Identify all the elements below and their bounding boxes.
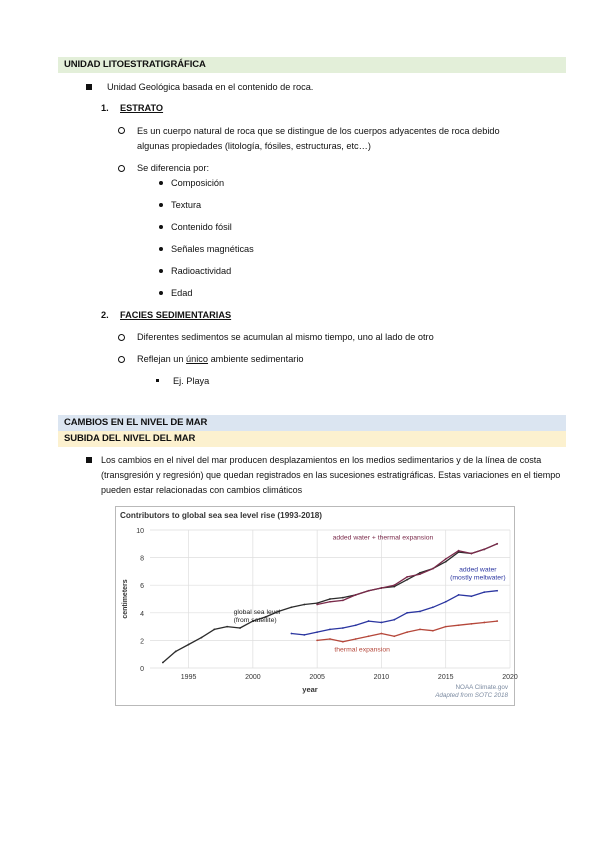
item-title-facies: FACIES SEDIMENTARIAS (120, 310, 232, 320)
data-point (316, 640, 318, 642)
data-point (329, 638, 331, 640)
data-point (291, 633, 293, 635)
section-heading-cambios: CAMBIOS EN EL NIVEL DE MAR (58, 415, 566, 431)
data-point (445, 561, 447, 563)
chart-title: Contributors to global sea sea level rise (1993-2018) (120, 511, 323, 520)
data-point (419, 628, 421, 630)
item-title-estrato: ESTRATO (120, 103, 164, 113)
data-point (188, 644, 190, 646)
y-tick-label: 10 (136, 528, 144, 535)
list-item: Señales magnéticas (171, 244, 254, 254)
data-point (445, 626, 447, 628)
data-point (201, 637, 203, 639)
facies-definition: Diferentes sedimentos se acumulan al mismo tiempo, uno al lado de otro (137, 332, 434, 342)
small-square-bullet-icon (156, 379, 159, 382)
example-text: Ej. Playa (173, 376, 210, 386)
circle-bullet-icon (118, 127, 125, 134)
data-point (368, 590, 370, 592)
data-point (496, 543, 498, 545)
x-tick-label: 2005 (309, 674, 325, 681)
data-point (381, 622, 383, 624)
data-point (355, 624, 357, 626)
data-point (329, 598, 331, 600)
series-label: thermal expansion (334, 646, 390, 654)
series-label: added water + thermal expansion (332, 534, 434, 542)
data-point (496, 620, 498, 622)
list-number: 2. (101, 310, 109, 320)
list-item: Composición (171, 178, 225, 188)
series-label: added water (459, 566, 497, 574)
data-point (381, 633, 383, 635)
square-bullet-icon (86, 84, 92, 90)
list-number: 1. (101, 103, 109, 113)
data-point (483, 622, 485, 624)
sea-level-paragraph: Los cambios en el nivel del mar producen desplazamientos en los medios sedimentarios y de la línea de costa (transgresión y regresión) que quedan registrados en las sucesiones estratigráficas. Estas variaciones en el tiempo pueden estar relacionadas con cambios climáticos (101, 455, 561, 495)
data-point (291, 606, 293, 608)
data-point (471, 553, 473, 555)
data-point (355, 594, 357, 596)
y-tick-label: 8 (140, 555, 144, 563)
data-point (368, 635, 370, 637)
y-tick-label: 6 (140, 583, 144, 591)
data-point (303, 604, 305, 606)
data-point (175, 651, 177, 653)
data-point (406, 579, 408, 581)
text-fragment: Reflejan un (137, 354, 187, 364)
facies-environment (137, 353, 304, 365)
text-fragment: ambiente sedimentario (208, 354, 304, 364)
data-point (432, 606, 434, 608)
y-tick-label: 2 (140, 638, 144, 646)
data-point (393, 584, 395, 586)
x-tick-label: 2015 (437, 674, 454, 681)
square-bullet-icon (86, 457, 92, 463)
circle-bullet-icon (118, 165, 125, 172)
data-point (458, 550, 460, 552)
credit-text: Adapted from SOTC 2018 (435, 692, 508, 699)
data-point (303, 634, 305, 636)
data-point (368, 620, 370, 622)
data-point (329, 628, 331, 630)
data-point (496, 590, 498, 592)
y-axis-label: centimeters (122, 579, 129, 619)
data-point (226, 626, 228, 628)
data-point (458, 594, 460, 596)
circle-bullet-icon (118, 356, 125, 363)
sea-level-chart (115, 506, 518, 706)
data-point (471, 623, 473, 625)
data-point (162, 662, 164, 664)
bullet-text: Unidad Geológica basada en el contenido de roca. (107, 82, 314, 92)
estrato-definition: Es un cuerpo natural de roca que se distingue de los cuerpos adyacentes de roca debido algunas propiedades (litología, fósiles, estructuras, etc…) (137, 126, 500, 151)
dot-bullet-icon (159, 181, 163, 185)
data-point (458, 624, 460, 626)
data-point (239, 627, 241, 629)
list-item: Edad (171, 288, 193, 298)
series-label: global sea level (233, 609, 281, 617)
data-point (432, 630, 434, 632)
section-heading-litoestratigrafica: UNIDAD LITOESTRATIGRÁFICA (58, 57, 566, 73)
dot-bullet-icon (159, 247, 163, 251)
list-item: Textura (171, 200, 202, 210)
y-tick-label: 4 (140, 610, 144, 618)
list-item: Contenido fósil (171, 222, 232, 232)
data-point (445, 601, 447, 603)
x-axis-label: year (302, 685, 318, 694)
data-point (419, 611, 421, 613)
credit-text: NOAA Climate.gov (455, 684, 508, 691)
circle-bullet-icon (118, 334, 125, 341)
data-point (342, 627, 344, 629)
data-point (406, 631, 408, 633)
dot-bullet-icon (159, 269, 163, 273)
data-point (381, 587, 383, 589)
data-point (329, 601, 331, 603)
x-tick-label: 1995 (180, 674, 197, 681)
data-point (483, 591, 485, 593)
series-label: (mostly meltwater) (450, 574, 506, 582)
data-point (316, 631, 318, 633)
data-point (471, 595, 473, 597)
data-point (419, 573, 421, 575)
data-point (432, 568, 434, 570)
data-point (406, 576, 408, 578)
data-point (342, 641, 344, 643)
dot-bullet-icon (159, 225, 163, 229)
x-tick-label: 2000 (245, 674, 261, 681)
dot-bullet-icon (159, 203, 163, 207)
series-label: (from satellite) (233, 617, 277, 625)
data-point (393, 635, 395, 637)
data-point (445, 558, 447, 560)
estrato-differs-label: Se diferencia por: (137, 163, 210, 173)
data-point (213, 628, 215, 630)
section-subheading-subida: SUBIDA DEL NIVEL DEL MAR (58, 431, 566, 447)
list-item: Radioactividad (171, 266, 232, 276)
data-point (342, 597, 344, 599)
data-point (406, 612, 408, 614)
data-point (483, 548, 485, 550)
data-point (355, 638, 357, 640)
dot-bullet-icon (159, 291, 163, 295)
data-point (393, 619, 395, 621)
data-point (316, 604, 318, 606)
data-point (342, 599, 344, 601)
x-tick-label: 2020 (502, 674, 518, 681)
y-tick-label: 0 (140, 666, 144, 673)
underlined-word: único (186, 354, 209, 364)
x-tick-label: 2010 (373, 674, 390, 681)
